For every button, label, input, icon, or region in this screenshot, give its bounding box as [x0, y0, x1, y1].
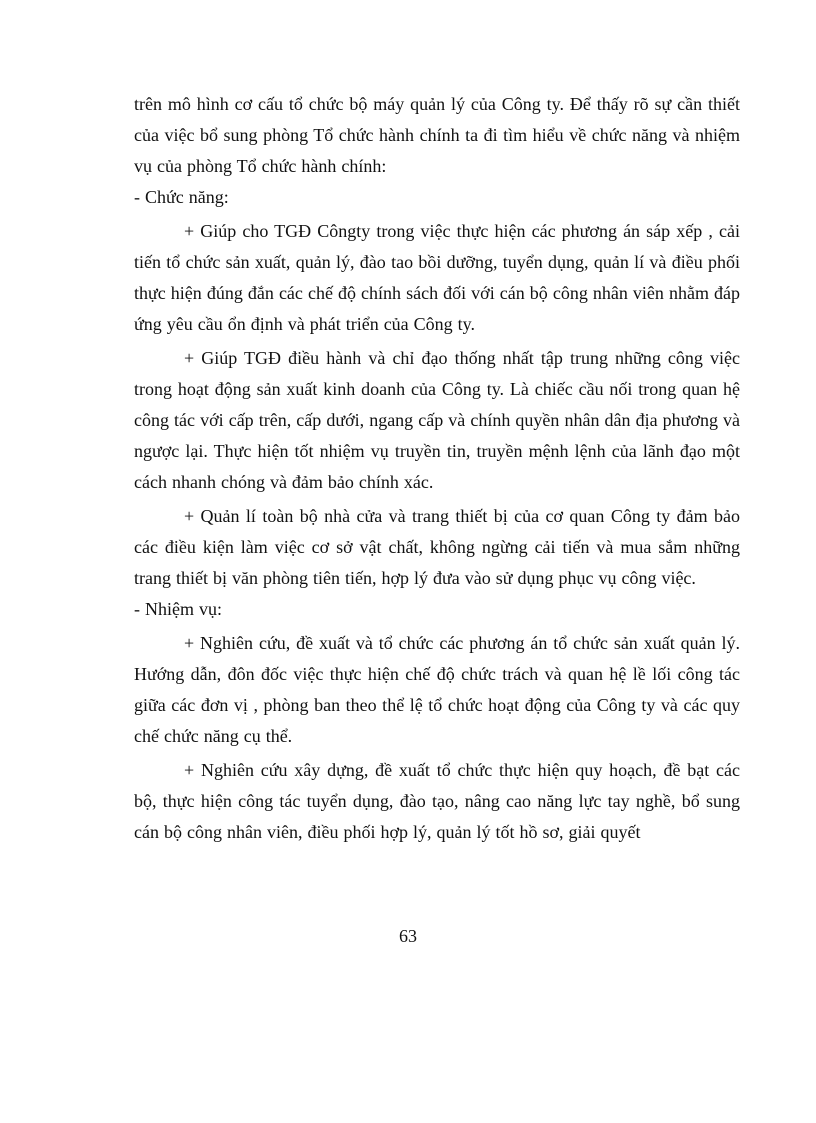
paragraph-duty-2: + Nghiên cứu xây dựng, đề xuất tổ chức thực hiện quy hoạch, đề bạt các bộ, thực hiện công tác tuyển dụng, đào tạo, nâng cao năng lực tay nghề, bổ sung cán bộ công nhân viên, điều phối hợp lý, quản lý tốt hồ sơ, giải quyết — [134, 760, 740, 842]
paragraph-duty-1: + Nghiên cứu, đề xuất và tổ chức các phương án tổ chức sản xuất quản lý. Hướng dẫn, đôn đốc việc thực hiện chế độ chức trách và quan hệ lề lối công tác giữa các đơn vị , phòng ban theo thể lệ tổ chức hoạt động của Công ty và các quy chế chức năng cụ thể. — [134, 633, 740, 746]
paragraph-function-3: + Quản lí toàn bộ nhà cửa và trang thiết bị của cơ quan Công ty đảm bảo các điều kiện làm việc cơ sở vật chất, không ngừng cải tiến và mua sắm những trang thiết bị văn phòng tiên tiến, hợp lý đưa vào sử dụng phục vụ công việc. — [134, 506, 740, 588]
heading-chuc-nang: - Chức năng: — [134, 187, 229, 207]
page-number: 63 — [399, 926, 417, 946]
paragraph-function-1: + Giúp cho TGĐ Côngty trong việc thực hiện các phương án sáp xếp , cải tiến tổ chức sản xuất, quản lý, đào tao bồi dưỡng, tuyển dụng, quản lí và điều phối thực hiện đúng đắn các chế độ chính sách đối với cán bộ công nhân viên nhằm đáp ứng yêu cầu ổn định và phát triển của Công ty. — [134, 221, 740, 334]
paragraph-function-2: + Giúp TGĐ điều hành và chỉ đạo thống nhất tập trung những công việc trong hoạt động sản xuất kinh doanh của Công ty. Là chiếc cầu nối trong quan hệ công tác với cấp trên, cấp dưới, ngang cấp và chính quyền nhân dân địa phương và ngược lại. Thực hiện tốt nhiệm vụ truyền tin, truyền mệnh lệnh của lãnh đạo một cách nhanh chóng và đảm bảo chính xác. — [134, 348, 740, 492]
heading-nhiem-vu: - Nhiệm vụ: — [134, 599, 222, 619]
document-body — [134, 89, 740, 848]
paragraph-intro: trên mô hình cơ cấu tổ chức bộ máy quản lý của Công ty. Để thấy rõ sự cần thiết của việc bổ sung phòng Tổ chức hành chính ta đi tìm hiểu về chức năng và nhiệm vụ của phòng Tổ chức hành chính: — [134, 94, 740, 176]
